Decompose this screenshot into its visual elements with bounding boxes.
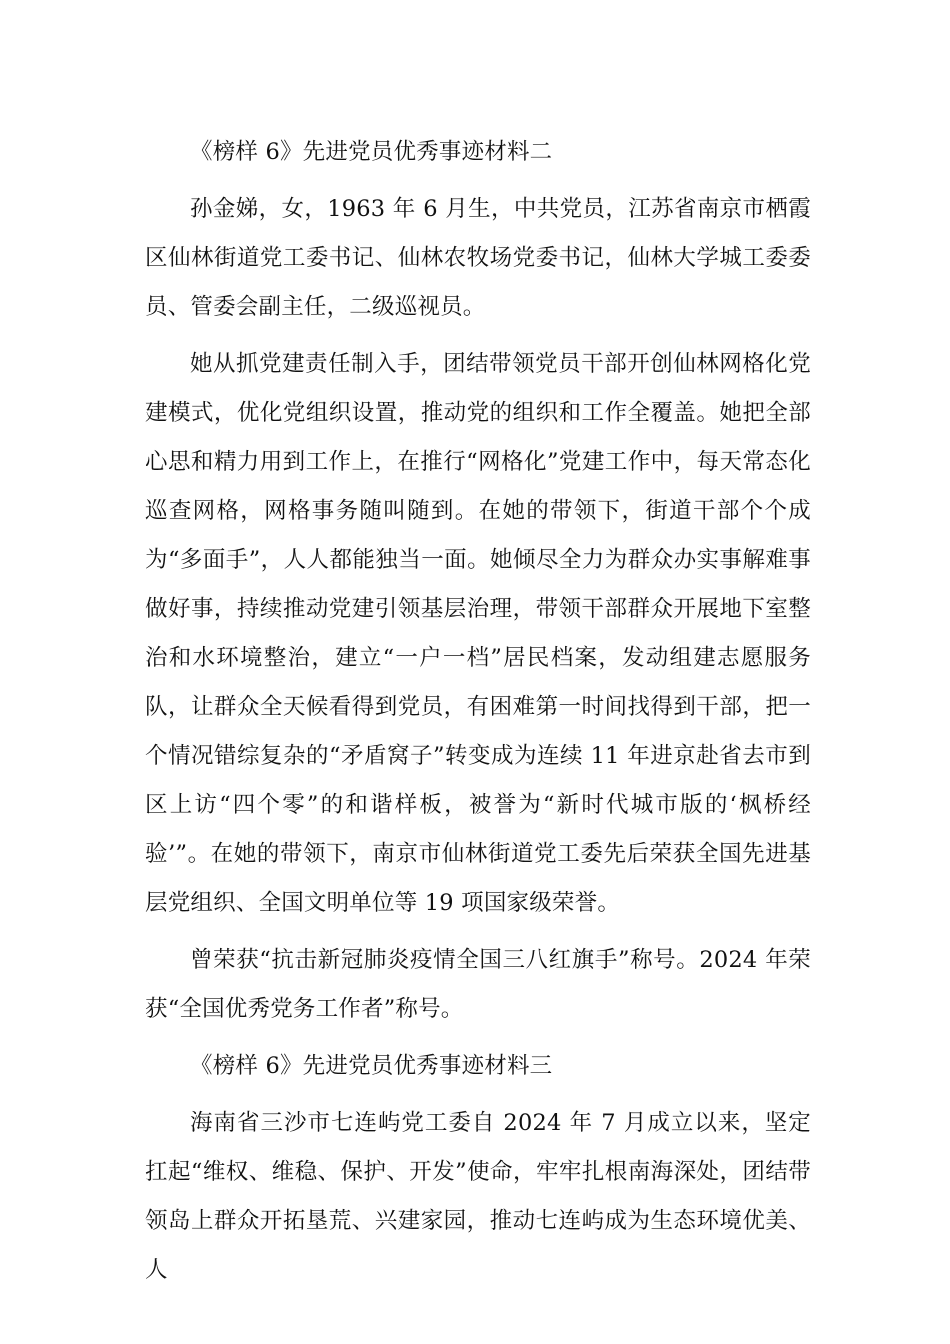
document-page xyxy=(145,128,811,1303)
section-2-paragraph-3: 曾荣获“抗击新冠肺炎疫情全国三八红旗手”称号。2024 年荣获“全国优秀党务工作者”称号。 xyxy=(145,947,811,1022)
section-2-paragraph-2: 她从抓党建责任制入手，团结带领党员干部开创仙林网格化党建模式，优化党组织设置，推动党的组织和工作全覆盖。她把全部心思和精力用到工作上，在推行“网格化”党建工作中，每天常态化巡查网格，网格事务随叫随到。在她的带领下，街道干部个个成为“多面手”，人人都能独当一面。她倾尽全力为群众办实事解难事做好事，持续推动党建引领基层治理，带领干部群众开展地下室整治和水环境整治，建立“一户一档”居民档案，发动组建志愿服务队，让群众全天候看得到党员，有困难第一时间找得到干部，把一个情况错综复杂的“矛盾窝子”转变成为连续 11 年进京赴省去市到区上访“四个零”的和谐样板，被誉为“新时代城市版的‘枫桥经验’”。在她的带领下，南京市仙林街道党工委先后荣获全国先进基层党组织、全国文明单位等 19 项国家级荣誉。 xyxy=(145,351,811,916)
section-2-heading: 《榜样 6》先进党员优秀事迹材料二 xyxy=(190,139,553,165)
section-3-paragraph-1: 海南省三沙市七连屿党工委自 2024 年 7 月成立以来，坚定扛起“维权、维稳、保护、开发”使命，牢牢扎根南海深处，团结带领岛上群众开拓垦荒、兴建家园，推动七连屿成为生态环境优美、人 xyxy=(145,1110,811,1283)
section-2-paragraph-1: 孙金娣，女，1963 年 6 月生，中共党员，江苏省南京市栖霞区仙林街道党工委书记、仙林农牧场党委书记，仙林大学城工委委员、管委会副主任，二级巡视员。 xyxy=(145,196,811,320)
section-3-heading: 《榜样 6》先进党员优秀事迹材料三 xyxy=(190,1053,553,1079)
